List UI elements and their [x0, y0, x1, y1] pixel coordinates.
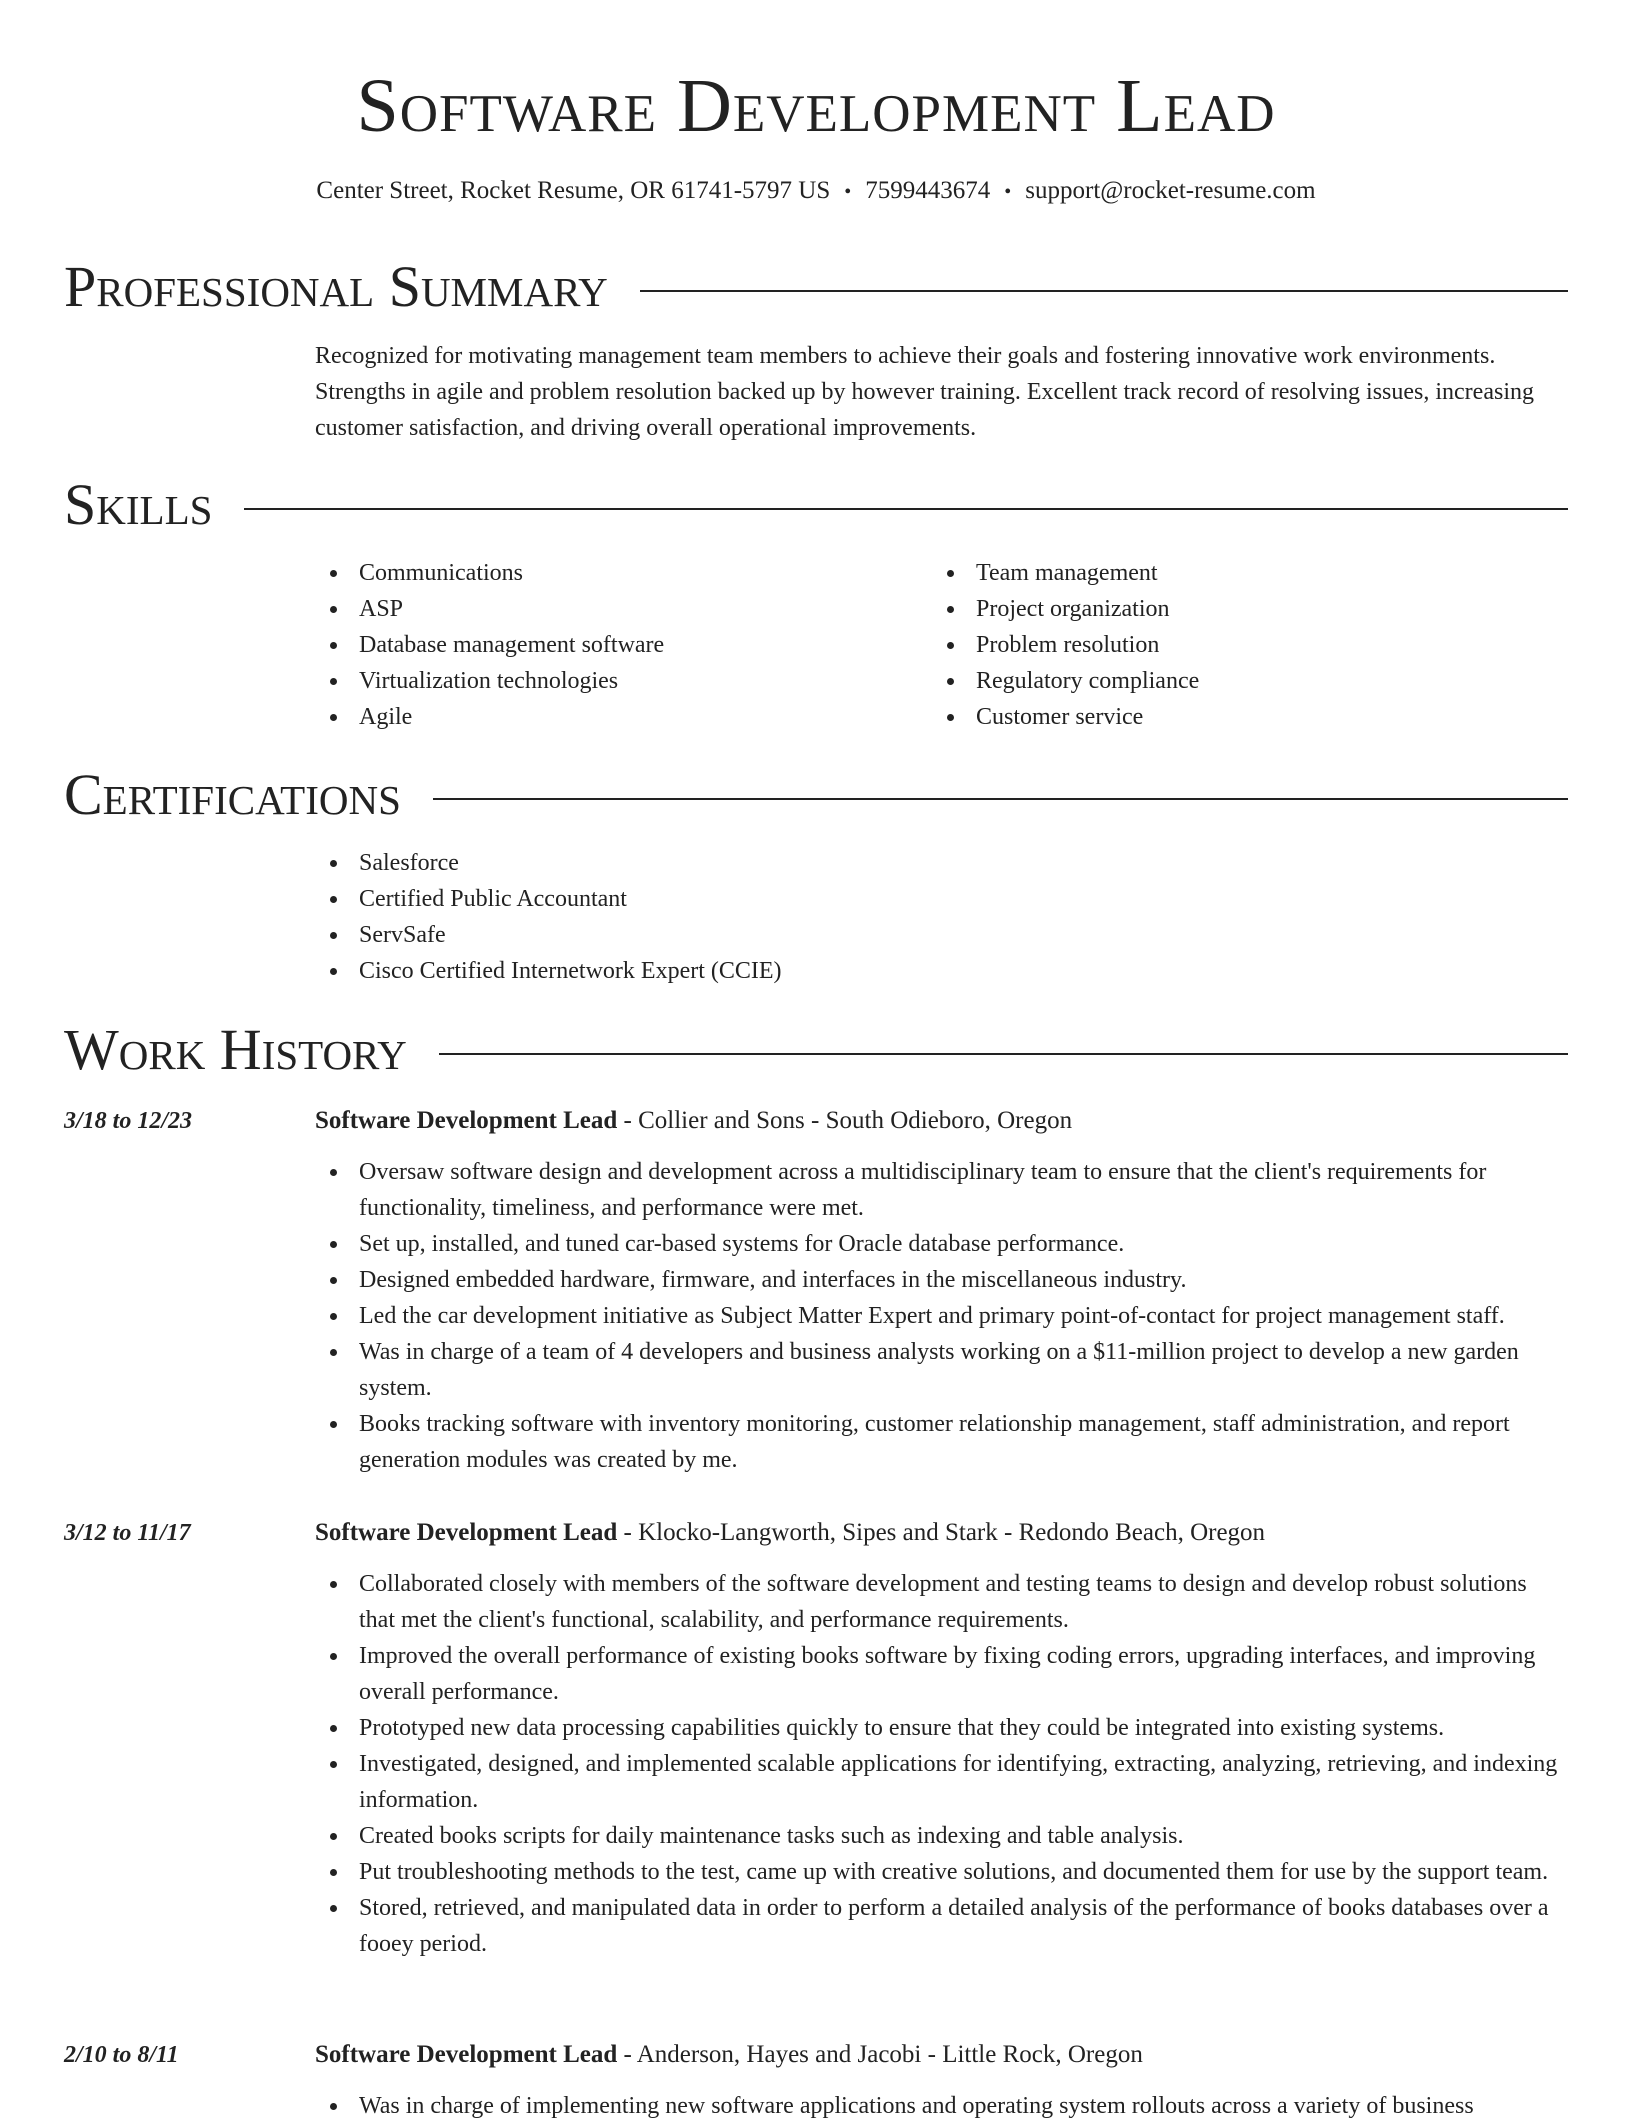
job-duties-list	[315, 1566, 1568, 1962]
section-divider	[433, 798, 1568, 800]
job-title-line	[315, 1103, 1072, 1139]
candidate-name: Software Development Lead	[356, 64, 1276, 148]
job-title: Software Development Lead	[315, 1107, 618, 1134]
job-duties-list	[315, 2088, 1568, 2124]
job-dates: 3/18 to 12/23	[64, 1108, 193, 1134]
skill-item: Regulatory compliance	[932, 663, 1532, 699]
section-divider	[640, 290, 1568, 292]
certifications-list	[315, 845, 1215, 989]
job-title-line	[315, 2037, 1143, 2073]
job-dates: 2/10 to 8/11	[64, 2042, 179, 2068]
job-title: Software Development Lead	[315, 2041, 618, 2068]
job-company: - Collier and Sons - South Odieboro, Oregon	[617, 1107, 1073, 1134]
skill-item: Communications	[315, 555, 915, 591]
skills-list-left	[315, 555, 915, 735]
skill-item: Virtualization technologies	[315, 663, 915, 699]
summary-text: Recognized for motivating management team members to achieve their goals and fostering innovative work environments. Strengths in agile and problem resolution backed up by however training. Excellent track record of resolving issues, increasing customer satisfaction, and driving overall operational improvements.	[315, 343, 1534, 441]
job-duty: Set up, installed, and tuned car-based systems for Oracle database performance.	[315, 1226, 1568, 1262]
certifications-section-header	[64, 763, 1568, 827]
job-duty: Put troubleshooting methods to the test, came up with creative solutions, and documented them for use by the support team.	[315, 1854, 1568, 1890]
job-duty: Collaborated closely with members of the software development and testing teams to design and develop robust solutions that met the client's functional, scalability, and performance requirements.	[315, 1566, 1568, 1638]
contact-separator: •	[844, 181, 852, 203]
skill-item: Team management	[932, 555, 1532, 591]
job-duty: Stored, retrieved, and manipulated data in order to perform a detailed analysis of the performance of books databases over a fooey period.	[315, 1890, 1568, 1962]
summary-heading: Professional Summary	[64, 254, 608, 319]
certification-item: Cisco Certified Internetwork Expert (CCIE)	[315, 953, 1215, 989]
skills-list-right	[932, 555, 1532, 735]
certifications-heading: Certifications	[64, 762, 401, 827]
job-title: Software Development Lead	[315, 1519, 618, 1546]
job-duty: Was in charge of a team of 4 developers and business analysts working on a $11-million project to develop a new garden system.	[315, 1334, 1568, 1406]
contact-phone: 7599443674	[865, 177, 991, 204]
job-duty: Created books scripts for daily maintenance tasks such as indexing and table analysis.	[315, 1818, 1568, 1854]
skills-heading: Skills	[64, 472, 213, 537]
job-duties-list	[315, 1154, 1568, 1478]
job-duty: Books tracking software with inventory monitoring, customer relationship management, staff administration, and report generation modules was created by me.	[315, 1406, 1568, 1478]
work-history-heading: Work History	[64, 1017, 407, 1082]
job-duty: Oversaw software design and development across a multidisciplinary team to ensure that the client's requirements for functionality, timeliness, and performance were met.	[315, 1154, 1568, 1226]
skill-item: Database management software	[315, 627, 915, 663]
job-duty: Led the car development initiative as Subject Matter Expert and primary point-of-contact for project management staff.	[315, 1298, 1568, 1334]
job-company: - Klocko-Langworth, Sipes and Stark - Redondo Beach, Oregon	[617, 1519, 1266, 1546]
skill-item: Problem resolution	[932, 627, 1532, 663]
skill-item: ASP	[315, 591, 915, 627]
job-duty: Designed embedded hardware, firmware, and interfaces in the miscellaneous industry.	[315, 1262, 1568, 1298]
certification-item: Salesforce	[315, 845, 1215, 881]
job-dates: 3/12 to 11/17	[64, 1520, 191, 1546]
skills-section-header	[64, 473, 1568, 537]
contact-line	[0, 175, 1632, 208]
job-duty: Improved the overall performance of existing books software by fixing coding errors, upgrading interfaces, and improving overall performance.	[315, 1638, 1568, 1710]
skill-item: Project organization	[932, 591, 1532, 627]
work-history-section-header	[64, 1018, 1568, 1082]
certification-item: ServSafe	[315, 917, 1215, 953]
skill-item: Customer service	[932, 699, 1532, 735]
certification-item: Certified Public Accountant	[315, 881, 1215, 917]
contact-separator: •	[1004, 181, 1012, 203]
section-divider	[439, 1053, 1568, 1055]
job-duty: Was in charge of implementing new software applications and operating system rollouts across a variety of business	[315, 2088, 1568, 2124]
skill-item: Agile	[315, 699, 915, 735]
job-duty: Prototyped new data processing capabilities quickly to ensure that they could be integrated into existing systems.	[315, 1710, 1568, 1746]
contact-email: support@rocket-resume.com	[1025, 177, 1316, 204]
job-company: - Anderson, Hayes and Jacobi - Little Rock, Oregon	[617, 2041, 1143, 2068]
contact-address: Center Street, Rocket Resume, OR 61741-5797 US	[316, 177, 831, 204]
job-duty: Investigated, designed, and implemented scalable applications for identifying, extracting, analyzing, retrieving, and indexing information.	[315, 1746, 1568, 1818]
job-title-line	[315, 1515, 1265, 1551]
section-divider	[244, 508, 1568, 510]
summary-section-header	[64, 255, 1568, 319]
